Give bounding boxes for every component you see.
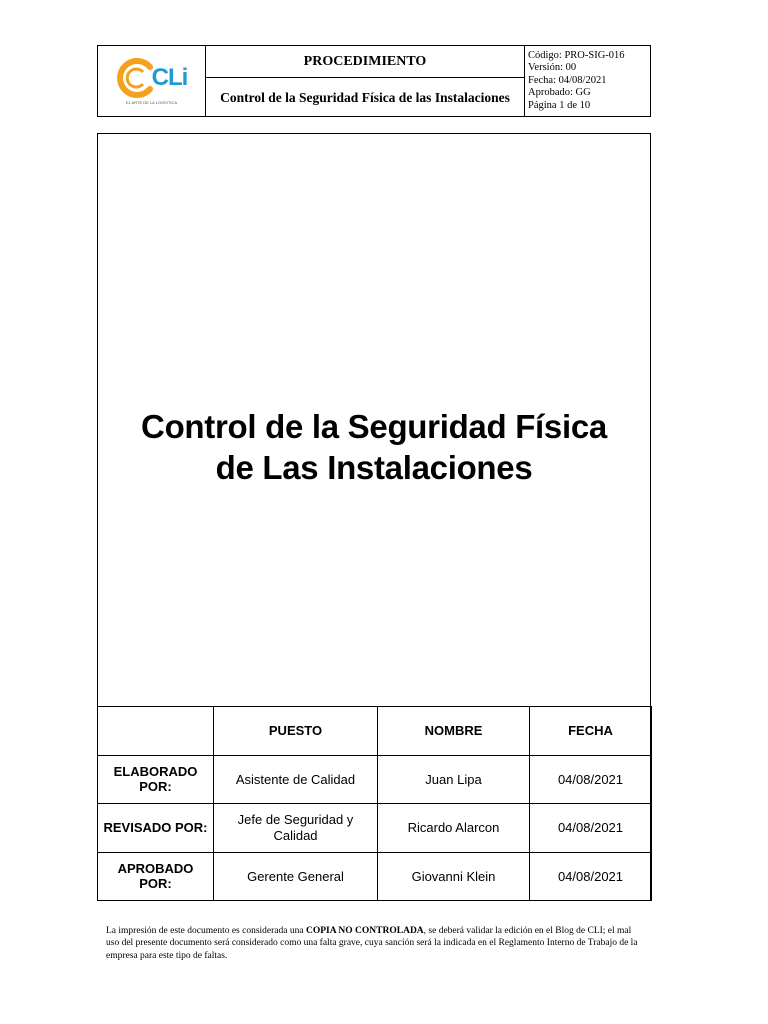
footer-text-1: La impresión de este documento es considerada una [106, 926, 306, 936]
puesto-line: Jefe de Seguridad y [237, 812, 354, 828]
row-puesto [214, 755, 378, 804]
meta-aprobado: Aprobado: GG [528, 87, 591, 99]
logo-tagline: EL ARTE DE LA LOGÍSTICA [125, 100, 178, 105]
row-puesto [214, 804, 378, 853]
header-blank [98, 707, 214, 756]
role-line: APROBADO [117, 860, 194, 876]
puesto-line: Gerente General [247, 868, 344, 884]
row-role [98, 755, 214, 804]
table-row [98, 852, 652, 901]
logo-ring-icon [116, 57, 156, 99]
puesto-line: Asistente de Calidad [235, 771, 356, 787]
row-nombre: Juan Lipa [378, 755, 530, 804]
table-row [98, 755, 652, 804]
role-line: POR: [139, 876, 172, 892]
document-type: PROCEDIMIENTO [206, 46, 525, 78]
table-row [98, 804, 652, 853]
cover-title-line-2: de Las Instalaciones [215, 449, 533, 486]
row-role [98, 852, 214, 901]
document-meta [525, 46, 651, 117]
meta-version: Versión: 00 [528, 62, 577, 74]
company-logo [116, 57, 188, 105]
header-fecha: FECHA [530, 707, 652, 756]
role-line: REVISADO POR: [103, 820, 208, 835]
row-fecha: 04/08/2021 [530, 804, 652, 853]
role-line: POR: [139, 779, 172, 795]
footer-disclaimer [106, 925, 646, 962]
document-header [97, 45, 651, 117]
logo-text: CLi [151, 64, 188, 91]
header-nombre: NOMBRE [378, 707, 530, 756]
meta-fecha: Fecha: 04/08/2021 [528, 74, 607, 86]
meta-codigo: Código: PRO-SIG-016 [528, 49, 625, 61]
row-nombre: Ricardo Alarcon [378, 804, 530, 853]
cover-title-line-1: Control de la Seguridad Física [141, 408, 607, 445]
approval-header-row [98, 707, 652, 756]
approval-table [97, 706, 652, 901]
role-line: ELABORADO [113, 763, 198, 779]
meta-pagina: Página 1 de 10 [528, 99, 591, 111]
header-puesto: PUESTO [214, 707, 378, 756]
row-role [98, 804, 214, 853]
puesto-line: Calidad [273, 827, 318, 843]
cover-title [98, 406, 650, 488]
document-title: Control de la Seguridad Física de las Instalaciones [206, 78, 525, 117]
row-puesto [214, 852, 378, 901]
row-fecha: 04/08/2021 [530, 755, 652, 804]
row-nombre: Giovanni Klein [378, 852, 530, 901]
footer-bold-text: COPIA NO CONTROLADA [305, 926, 424, 936]
row-fecha: 04/08/2021 [530, 852, 652, 901]
cover-page [97, 133, 651, 901]
footer-text-2: , se deberá validar la edición en el Blog de CLI; el mal uso del presente documento será considerado como una falta grave, cuya sanción será la indicada en el Reglamento Interno de Trabajo de la empresa para este tipo de faltas. [106, 926, 638, 961]
logo-cell [98, 46, 206, 117]
